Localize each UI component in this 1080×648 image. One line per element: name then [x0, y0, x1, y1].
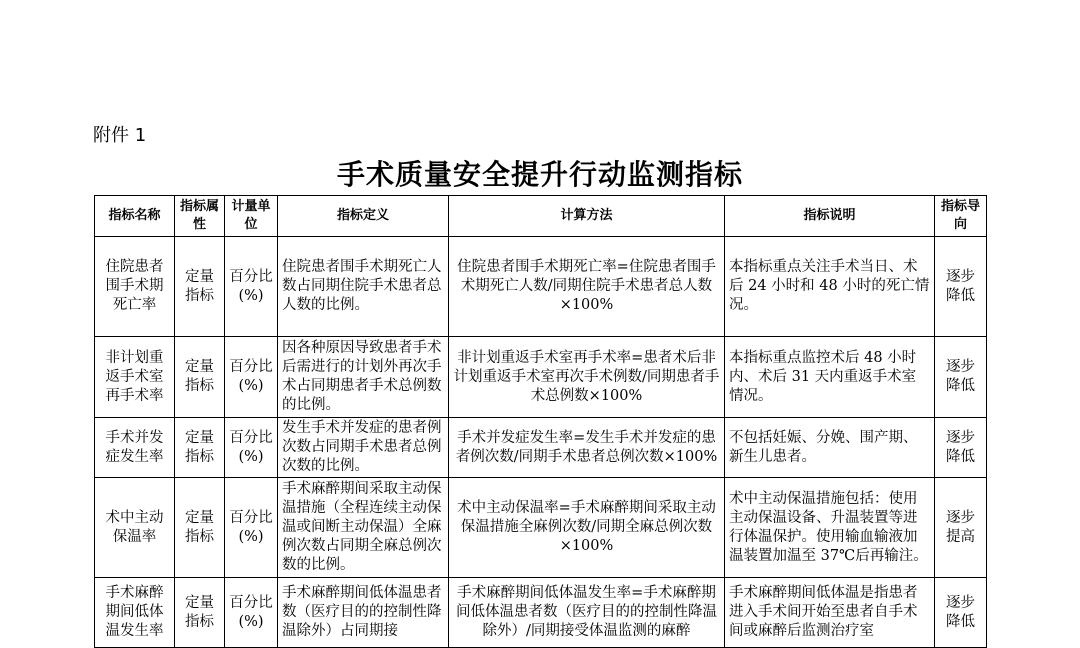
cell-name: 术中主动保温率: [95, 478, 175, 578]
cell-attribute: 定量指标: [175, 237, 225, 337]
cell-attribute: 定量指标: [175, 478, 225, 578]
attachment-label: 附件 1: [93, 125, 147, 146]
cell-unit: 百分比(%): [225, 418, 278, 478]
table-row: [95, 578, 987, 648]
cell-attribute: 定量指标: [175, 337, 225, 418]
header-notes: 指标说明: [725, 196, 935, 237]
header-method: 计算方法: [449, 196, 725, 237]
cell-definition: 手术麻醉期间低体温患者数（医疗目的的控制性降温除外）占同期接: [278, 578, 449, 648]
cell-notes: 不包括妊娠、分娩、围产期、新生儿患者。: [725, 418, 935, 478]
document-title: 手术质量安全提升行动监测指标: [336, 158, 743, 191]
cell-definition: 因各种原因导致患者手术后需进行的计划外再次手术占同期患者手术总例数的比例。: [278, 337, 449, 418]
table-row: [95, 337, 987, 418]
cell-method: 术中主动保温率=手术麻醉期间采取主动保温措施全麻例次数/同期全麻总例次数×100%: [449, 478, 725, 578]
cell-definition: 住院患者围手术期死亡人数占同期住院手术患者总人数的比例。: [278, 237, 449, 337]
cell-method: 住院患者围手术期死亡率=住院患者围手术期死亡人数/同期住院手术患者总人数×100%: [449, 237, 725, 337]
indicator-table: [94, 195, 987, 648]
cell-notes: 本指标重点监控术后 48 小时内、术后 31 天内重返手术室情况。: [725, 337, 935, 418]
cell-direction: 逐步降低: [935, 237, 987, 337]
header-direction: 指标导向: [935, 196, 987, 237]
header-unit: 计量单位: [225, 196, 278, 237]
table-row: [95, 418, 987, 478]
cell-attribute: 定量指标: [175, 418, 225, 478]
cell-attribute: 定量指标: [175, 578, 225, 648]
header-definition: 指标定义: [278, 196, 449, 237]
cell-direction: 逐步降低: [935, 418, 987, 478]
cell-name: 非计划重返手术室再手术率: [95, 337, 175, 418]
cell-unit: 百分比(%): [225, 237, 278, 337]
cell-notes: 术中主动保温措施包括：使用主动保温设备、升温装置等进行体温保护。使用输血输液加温装置加温至 37℃后再输注。: [725, 478, 935, 578]
cell-name: 住院患者围手术期死亡率: [95, 237, 175, 337]
cell-direction: 逐步降低: [935, 578, 987, 648]
cell-method: 手术麻醉期间低体温发生率=手术麻醉期间低体温患者数（医疗目的的控制性降温除外）/同期接受体温监测的麻醉: [449, 578, 725, 648]
cell-unit: 百分比(%): [225, 578, 278, 648]
cell-method: 手术并发症发生率=发生手术并发症的患者例次数/同期手术患者总例次数×100%: [449, 418, 725, 478]
cell-unit: 百分比(%): [225, 337, 278, 418]
table-row: [95, 478, 987, 578]
cell-name: 手术并发症发生率: [95, 418, 175, 478]
cell-name: 手术麻醉期间低体温发生率: [95, 578, 175, 648]
cell-unit: 百分比(%): [225, 478, 278, 578]
cell-method: 非计划重返手术室再手术率=患者术后非计划重返手术室再次手术例数/同期患者手术总例数×100%: [449, 337, 725, 418]
cell-direction: 逐步提高: [935, 478, 987, 578]
table-row: [95, 237, 987, 337]
cell-notes: 本指标重点关注手术当日、术后 24 小时和 48 小时的死亡情况。: [725, 237, 935, 337]
table-header-row: [95, 196, 987, 237]
cell-direction: 逐步降低: [935, 337, 987, 418]
cell-definition: 手术麻醉期间采取主动保温措施（全程连续主动保温或间断主动保温）全麻例次数占同期全麻总例次数的比例。: [278, 478, 449, 578]
cell-definition: 发生手术并发症的患者例次数占同期手术患者总例次数的比例。: [278, 418, 449, 478]
header-attribute: 指标属性: [175, 196, 225, 237]
cell-notes: 手术麻醉期间低体温是指患者进入手术间开始至患者自手术间或麻醉后监测治疗室: [725, 578, 935, 648]
header-name: 指标名称: [95, 196, 175, 237]
